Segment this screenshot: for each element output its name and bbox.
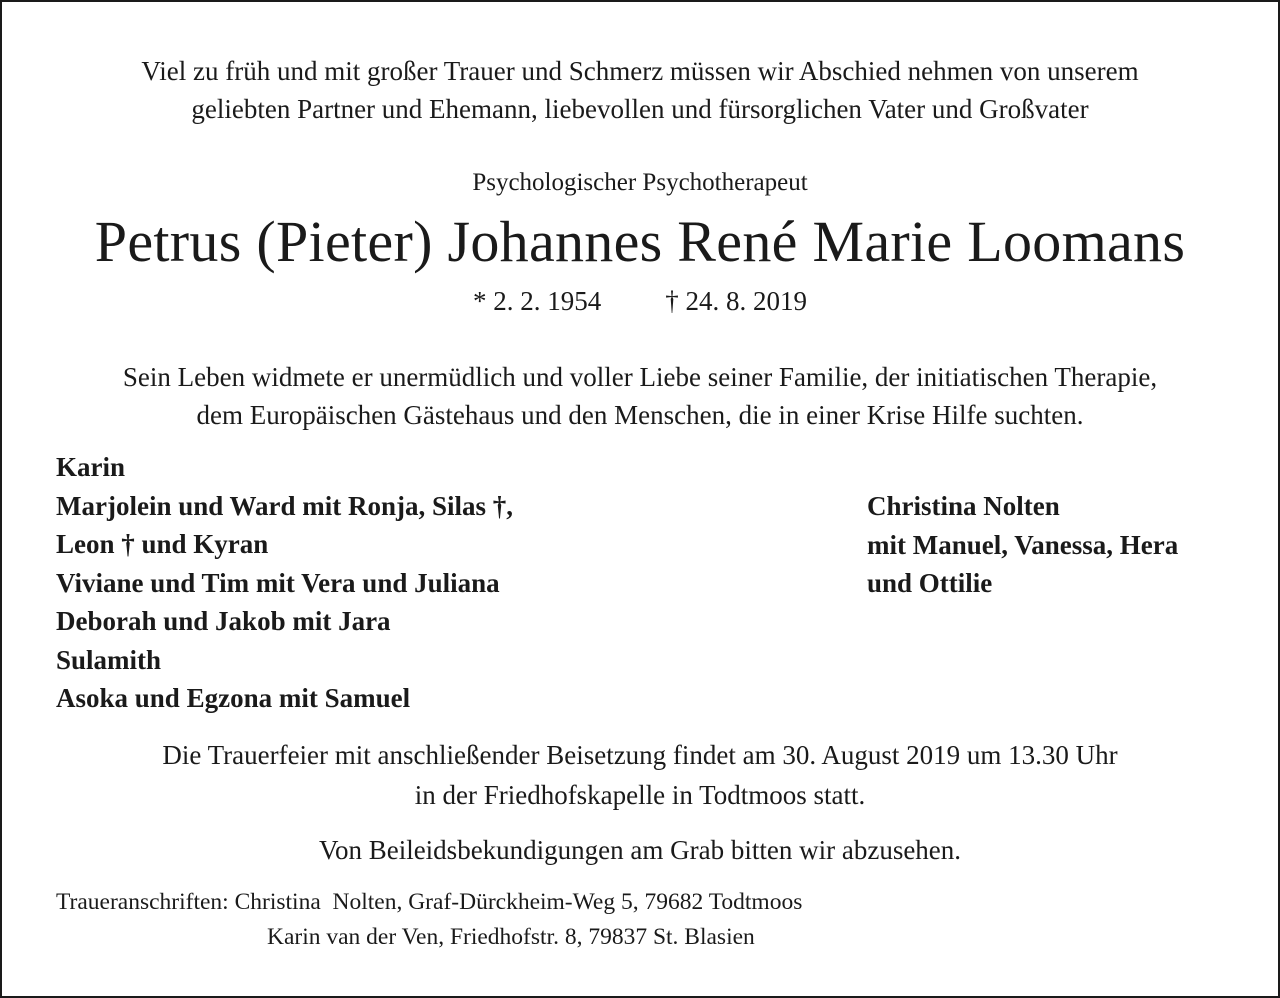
family-member: Deborah und Jakob mit Jara (56, 606, 391, 636)
family-list-right (867, 487, 1178, 603)
birth-date: * 2. 2. 1954 (473, 286, 602, 316)
life-dedication (42, 358, 1238, 434)
condolence-note: Von Beileidsbekundigungen am Grab bitten wir abzusehen. (318, 835, 962, 865)
profession: Psychologischer Psychotherapeut (472, 169, 808, 196)
intro-text (42, 52, 1238, 128)
intro-line: geliebten Partner und Ehemann, liebevollen und fürsorglichen Vater und Großvater (191, 94, 1089, 124)
family-member: Viviane und Tim mit Vera und Juliana (56, 567, 500, 598)
family-member: Christina Nolten (867, 491, 1060, 521)
family-member: Asoka und Egzona mit Samuel (56, 683, 411, 713)
address-line: Christina Nolten, Graf-Dürckheim-Weg 5, 79682 Todtmoos (234, 889, 803, 915)
intro-line: Viel zu früh und mit großer Trauer und Schmerz müssen wir Abschied nehmen von unserem (141, 56, 1139, 86)
life-line: Sein Leben widmete er unermüdlich und voller Liebe seiner Familie, der initiatischen Therapie, (122, 362, 1158, 392)
ceremony-line: in der Friedhofskapelle in Todtmoos statt. (414, 780, 866, 810)
address-line: Karin van der Ven, Friedhofstr. 8, 79837 St. Blasien (267, 924, 755, 950)
life-line: dem Europäischen Gästehaus und den Menschen, die in einer Krise Hilfe suchten. (196, 400, 1084, 430)
family-member: Karin (56, 452, 126, 482)
death-date: † 24. 8. 2019 (665, 286, 807, 316)
family-member: Leon † und Kyran (56, 529, 269, 559)
deceased-name: Petrus (Pieter) Johannes René Marie Loomans (94, 209, 1186, 274)
family-list-left (56, 448, 513, 718)
family-member: Marjolein und Ward mit Ronja, Silas †, (56, 490, 514, 521)
ceremony-info (42, 735, 1238, 815)
family-member: und Ottilie (867, 568, 993, 598)
mourning-addresses (56, 885, 802, 955)
addresses-label: Traueranschriften: (56, 889, 229, 915)
family-member: Sulamith (56, 644, 162, 675)
family-member: mit Manuel, Vanessa, Hera (867, 529, 1179, 560)
life-dates (2, 284, 1278, 318)
ceremony-line: Die Trauerfeier mit anschließender Beisetzung findet am 30. August 2019 um 13.30 Uhr (162, 740, 1118, 770)
